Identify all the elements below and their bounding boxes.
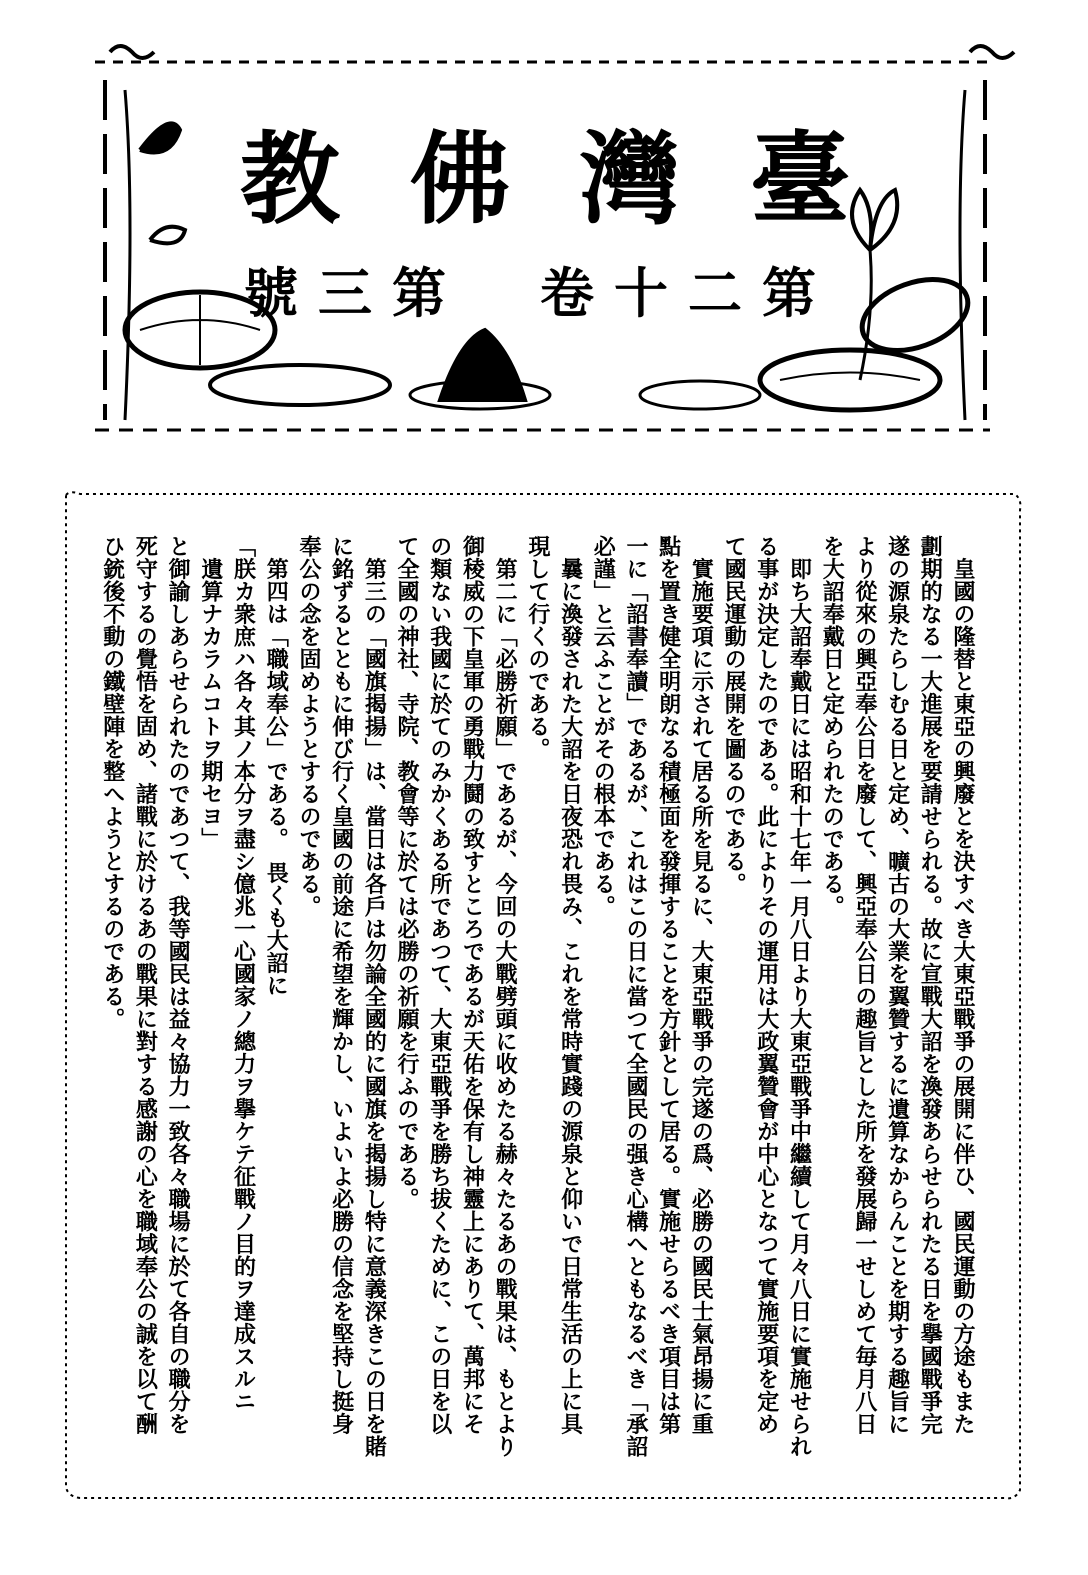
text-line: 一に「詔書奉讀」であるが、これはこの日に當つて全國民の强き心構へともなるべき「承詔 bbox=[622, 535, 648, 1458]
issue-number: 第二十卷 第三號 bbox=[244, 262, 836, 325]
text-line: と御諭しあらせられたのであつて、我等國民は益々協力一致各々職場に於て各自の職分を bbox=[165, 535, 191, 1435]
text-line: 現して行くのである。 bbox=[524, 535, 550, 760]
text-line: 實施要項に示されて居る所を見るに、大東亞戰爭の完遂の爲、必勝の國民士氣昂揚に重 bbox=[688, 535, 714, 1435]
text-line: 皇國の隆替と東亞の興廢とを決すべき大東亞戰爭の展開に伴ひ、國民運動の方途もまた bbox=[950, 535, 975, 1435]
text-line: 遺算ナカラムコトヲ期セヨ」 bbox=[197, 535, 223, 850]
text-line: を大詔奉戴日と定められたのである。 bbox=[819, 535, 845, 918]
text-line: て國民運動の展開を圖るのである。 bbox=[721, 535, 747, 895]
magazine-title: 臺灣佛教 bbox=[240, 121, 920, 238]
text-line: の類ない我國に於てのみかくある所であつて、大東亞戰爭を勝ち拔くために、この日を以 bbox=[426, 535, 452, 1435]
text-line: 「朕カ衆庶ハ各々其ノ本分ヲ盡シ億兆一心國家ノ總力ヲ擧ケテ征戰ノ目的ヲ達成スルニ bbox=[230, 535, 256, 1413]
text-line: より從來の興亞奉公日を廢して、興亞奉公日の趣旨とした所を發展歸一せしめて毎月八日 bbox=[851, 535, 877, 1435]
text-line: て全國の神社、寺院、教會等に於ては必勝の祈願を行ふのである。 bbox=[394, 535, 420, 1210]
text-line: 即ち大詔奉戴日には昭和十七年一月八日より大東亞戰爭中繼續して月々八日に實施せられ bbox=[786, 535, 812, 1458]
text-line: 奉公の念を固めようとするのである。 bbox=[295, 535, 321, 918]
text-line: 曩に渙發された大詔を日夜恐れ畏み、これを常時實踐の源泉と仰いで日常生活の上に具 bbox=[557, 535, 583, 1435]
text-line: ひ銃後不動の鐵壁陣を整へようとするのである。 bbox=[99, 535, 125, 1030]
text-line: 死守するの覺悟を固め、諸戰に於けるあの戰果に對する感謝の心を職域奉公の誠を以て酬 bbox=[132, 535, 158, 1435]
text-line: 第二に「必勝祈願」であるが、今回の大戰劈頭に收めたる赫々たるあの戰果は、もとより bbox=[492, 535, 518, 1458]
article-box bbox=[62, 490, 1020, 1500]
text-line: 第三の「國旗揭揚」は、當日は各戶は勿論全國的に國旗を揭揚し特に意義深きこの日を賭 bbox=[361, 535, 387, 1458]
article-body bbox=[95, 535, 978, 1458]
text-line: 第四は「職域奉公」である。 畏くも大詔に bbox=[263, 535, 289, 997]
text-line: 劃期的なる一大進展を要請せられる。故に宣戰大詔を渙發あらせられたる日を擧國戰爭完 bbox=[917, 535, 943, 1435]
text-line: る事が決定したのである。此によりその運用は大政翼贊會が中心となつて實施要項を定め bbox=[753, 535, 779, 1435]
text-line: 遂の源泉たらしむる日と定め、曠古の大業を翼贊するに遺算なからんことを期する趣旨に bbox=[884, 535, 910, 1435]
text-line: に銘ずるとともに伸び行く皇國の前途に希望を輝かし、いよいよ必勝の信念を堅持し挺身 bbox=[328, 535, 354, 1435]
text-line: 必謹」と云ふことがその根本である。 bbox=[590, 535, 616, 918]
text-line: 點を置き健全明朗なる積極面を發揮することを方針として居る。實施せらるべき項目は第 bbox=[655, 535, 681, 1435]
text-line: 御稜威の下皇軍の勇戰力鬪の致すところであるが天佑を保有し神靈上にありて、萬邦にそ bbox=[459, 535, 485, 1435]
